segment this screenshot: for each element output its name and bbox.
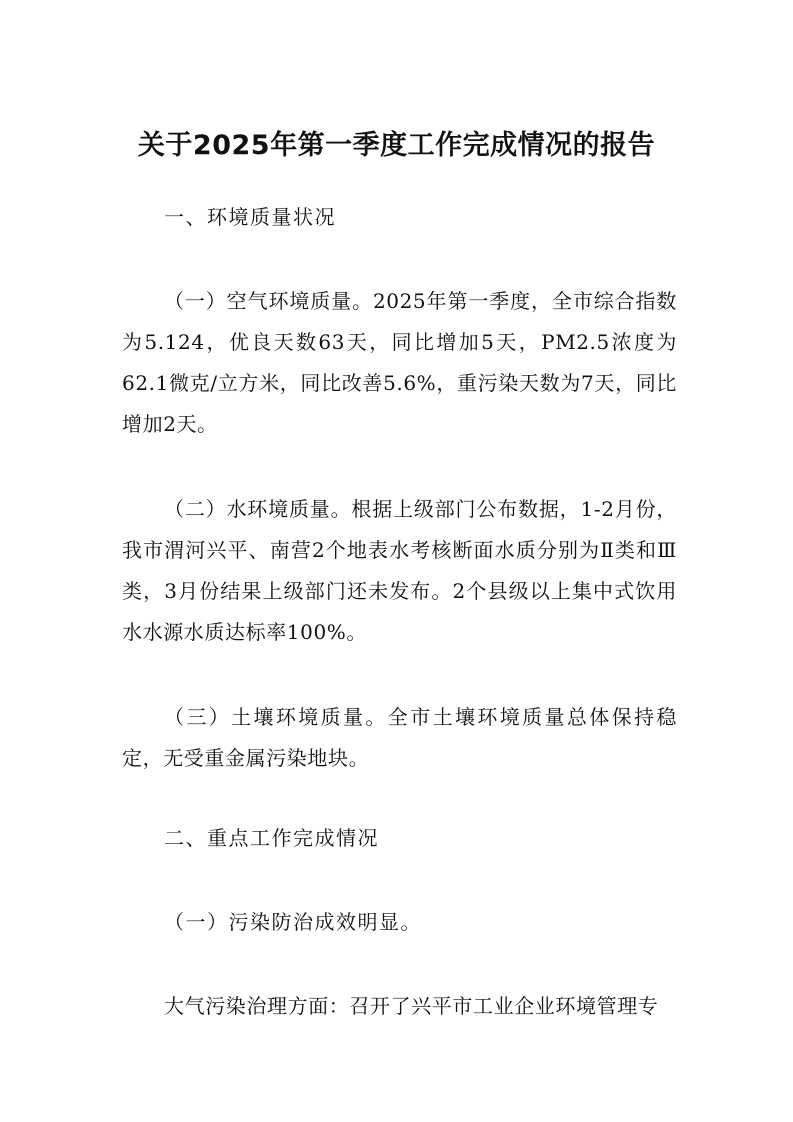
document-title: 关于2025年第一季度工作完成情况的报告 <box>137 130 656 161</box>
paragraph-water-quality: （二）水环境质量。根据上级部门公布数据，1-2月份，我市渭河兴平、南营2个地表水考核断面水质分别为Ⅱ类和Ⅲ类，3月份结果上级部门还未发布。2个县级以上集中式饮用水水源水质达标率100%。 <box>122 497 677 644</box>
subsection-heading-pollution-control: （一）污染防治成效明显。 <box>164 910 422 934</box>
paragraph-soil-quality: （三）土壤环境质量。全市土壤环境质量总体保持稳定，无受重金属污染地块。 <box>122 705 677 770</box>
paragraph-air-quality: （一）空气环境质量。2025年第一季度，全市综合指数为5.124，优良天数63天，同比增加5天，PM2.5浓度为62.1微克/立方米，同比改善5.6%，重污染天数为7天，同比增加2天。 <box>122 289 677 436</box>
section-heading-key-work: 二、重点工作完成情况 <box>164 826 379 850</box>
paragraph-air-pollution-governance: 大气污染治理方面：召开了兴平市工业企业环境管理专 <box>164 994 659 1018</box>
section-heading-environment-quality: 一、环境质量状况 <box>164 205 336 229</box>
